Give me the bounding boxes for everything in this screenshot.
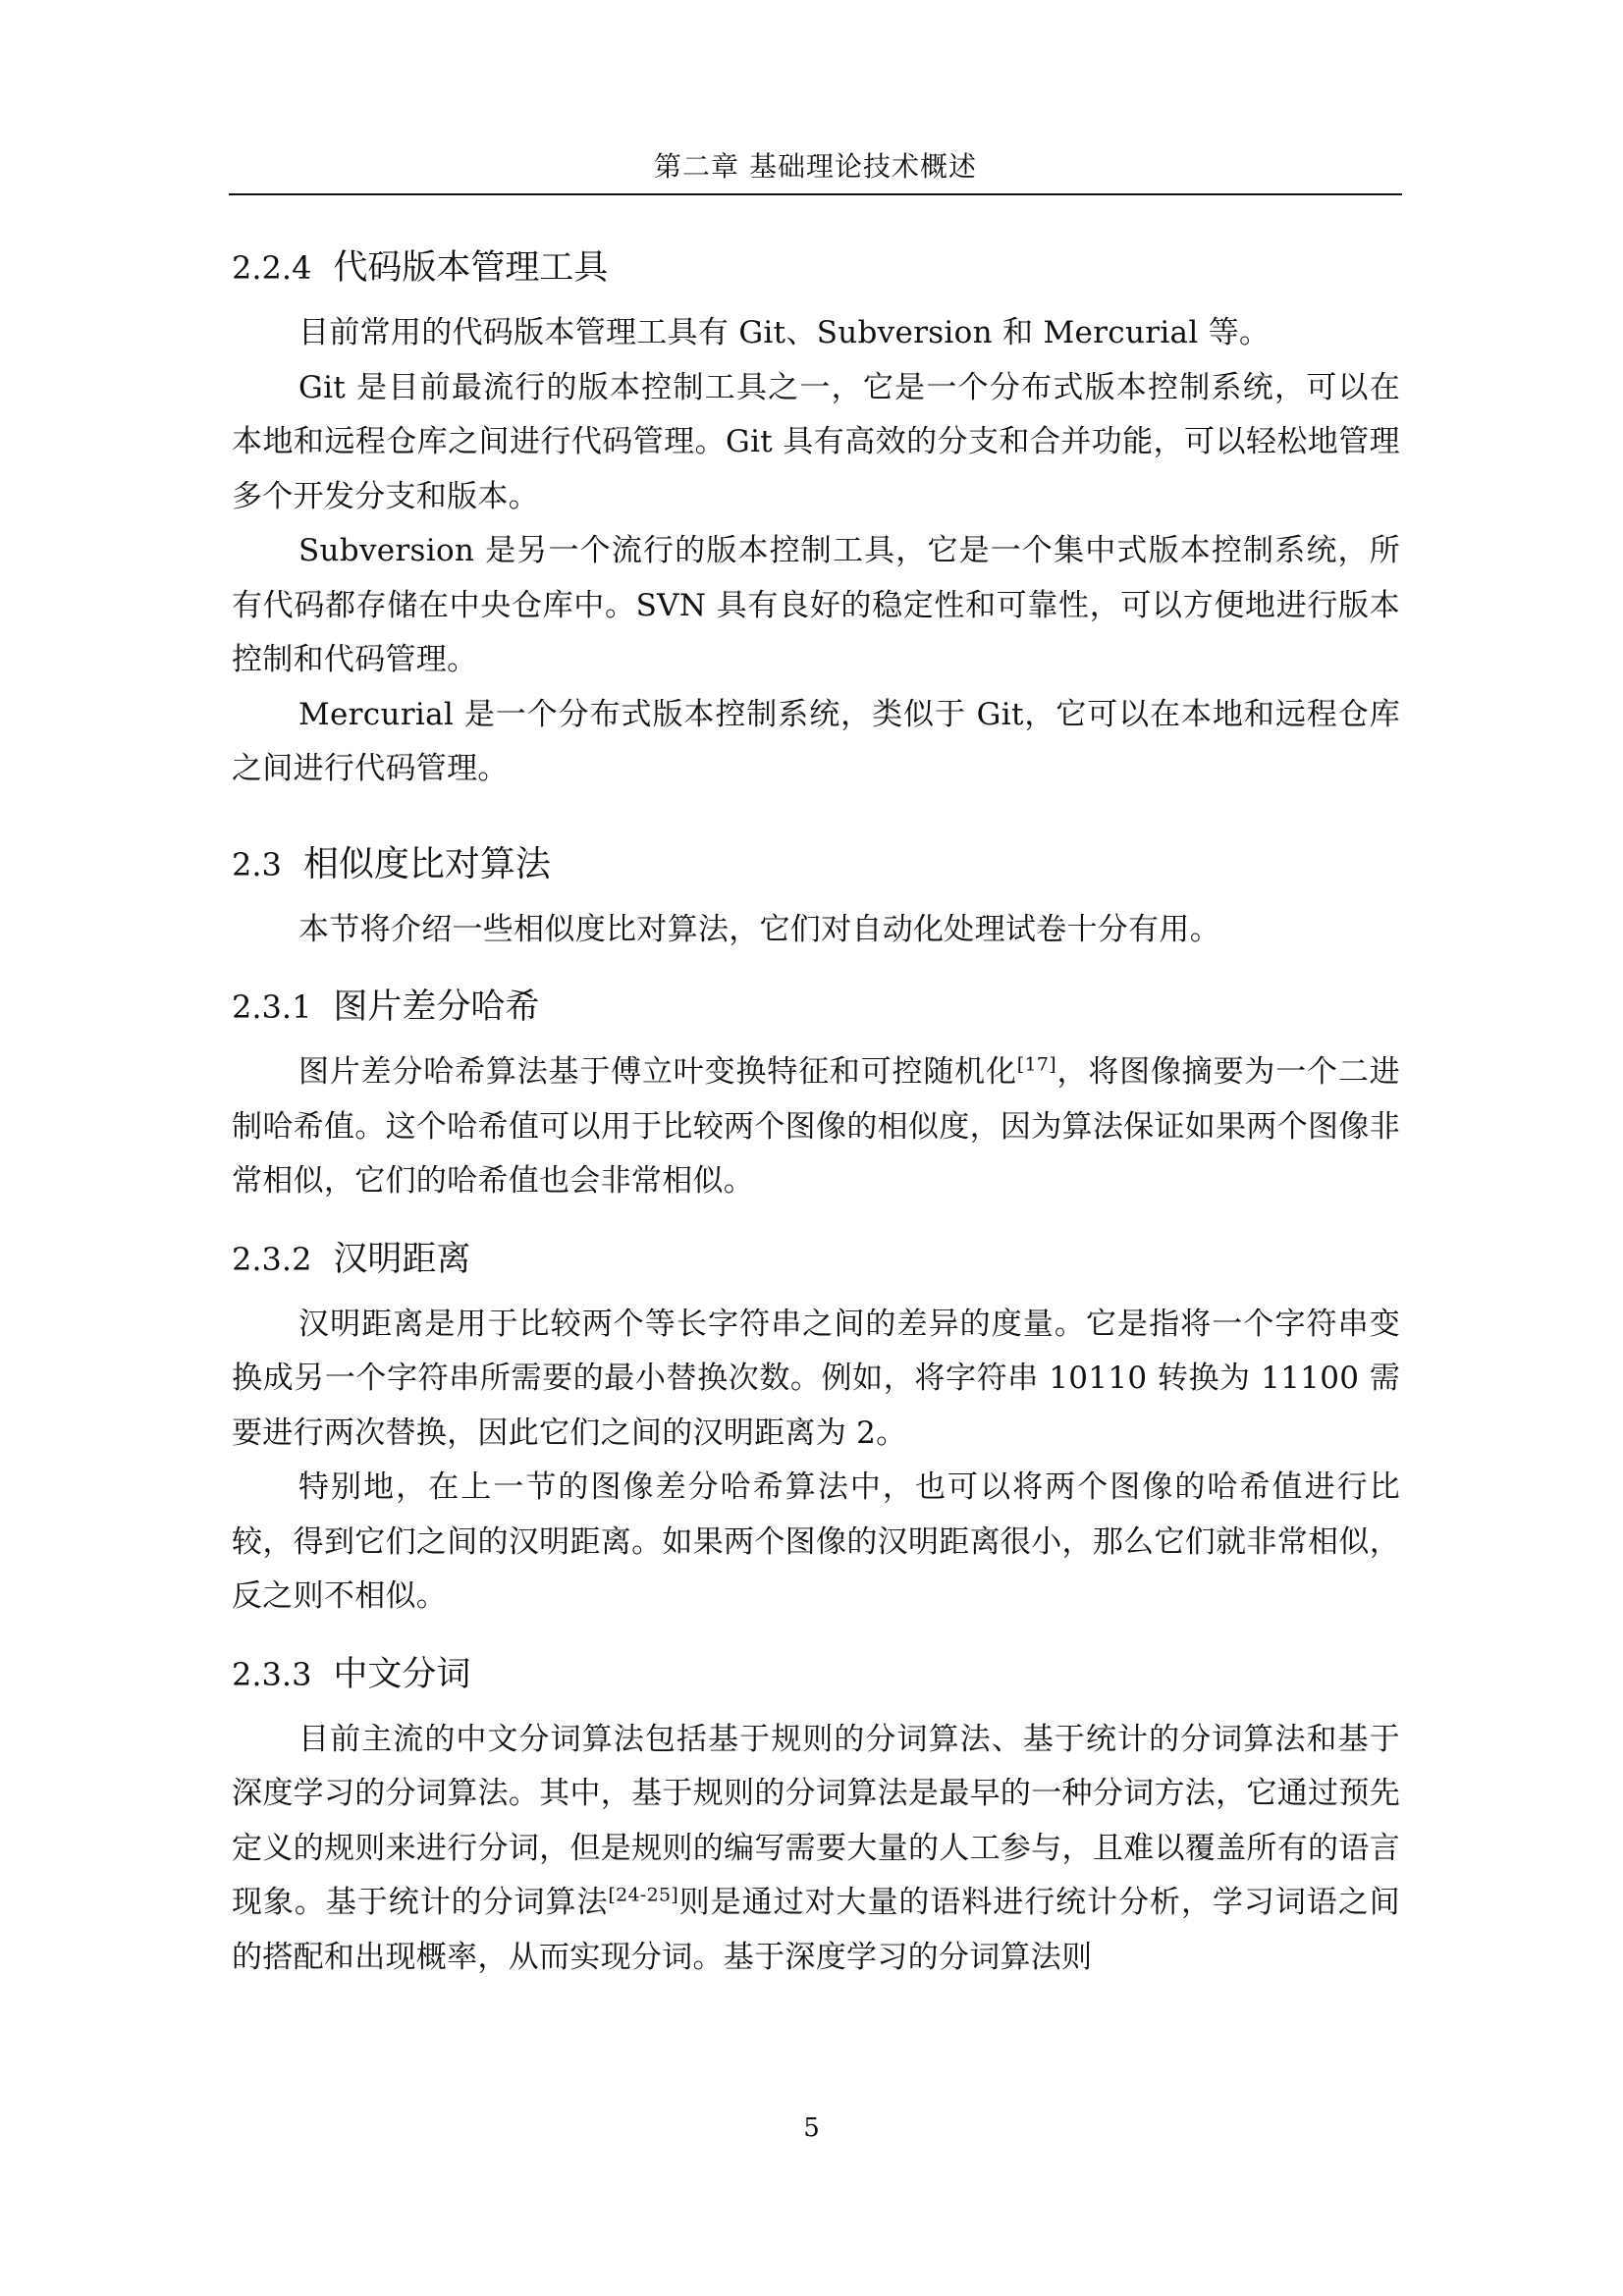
heading-number: 2.3.2 bbox=[232, 1240, 312, 1278]
text-run: 则是通过对大量的语料进行统计分析，学习词语之间的搭配和出现概率，从而实现分词。基于深度学习的分词算法则 bbox=[232, 1885, 1400, 1975]
heading-2-2-4 bbox=[232, 243, 1400, 293]
page-number: 5 bbox=[803, 2113, 820, 2143]
paragraph bbox=[232, 1045, 1400, 1209]
heading-title: 图片差分哈希 bbox=[333, 988, 540, 1027]
heading-title: 相似度比对算法 bbox=[302, 843, 551, 884]
heading-2-3-3 bbox=[232, 1650, 1400, 1699]
running-header: 第二章 基础理论技术概述 bbox=[654, 150, 977, 183]
heading-2-3-1 bbox=[232, 983, 1400, 1032]
paragraph: Git 是目前最流行的版本控制工具之一，它是一个分布式版本控制系统，可以在本地和远程仓库之间进行代码管理。Git 具有高效的分支和合并功能，可以轻松地管理多个开发分支和版本。 bbox=[232, 369, 1400, 514]
text-run: 目前主流的中文分词算法包括基于规则的分词算法、基于统计的分词算法和基于深度学习的分词算法。其中，基于规则的分词算法是最早的一种分词方法，它通过预先定义的规则来进行分词，但是规则的编写需要大量的人工参与，且难以覆盖所有的语言现象。基于统计的分词算法 bbox=[232, 1721, 1400, 1920]
heading-title: 汉明距离 bbox=[333, 1239, 471, 1279]
paragraph: Mercurial 是一个分布式版本控制系统，类似于 Git，它可以在本地和远程仓库之间进行代码管理。 bbox=[232, 696, 1400, 786]
paragraph: 本节将介绍一些相似度比对算法，它们对自动化处理试卷十分有用。 bbox=[298, 911, 1220, 947]
heading-number: 2.3.3 bbox=[232, 1655, 312, 1693]
heading-2-3-2 bbox=[232, 1235, 1400, 1284]
citation-marker: [24-25] bbox=[608, 1884, 679, 1906]
heading-number: 2.2.4 bbox=[232, 249, 312, 287]
heading-number: 2.3.1 bbox=[232, 988, 312, 1026]
heading-number: 2.3 bbox=[232, 845, 282, 883]
text-run: ，将图像摘要为一个二进制哈希值。这个哈希值可以用于比较两个图像的相似度，因为算法保证如果两个图像非常相似，它们的哈希值也会非常相似。 bbox=[232, 1054, 1400, 1199]
header-rule bbox=[229, 193, 1402, 195]
page-content bbox=[232, 234, 1400, 1985]
paragraph: Subversion 是另一个流行的版本控制工具，它是一个集中式版本控制系统，所有代码都存储在中央仓库中。SVN 具有良好的稳定性和可靠性，可以方便地进行版本控制和代码管理。 bbox=[232, 533, 1400, 677]
paragraph: 特别地，在上一节的图像差分哈希算法中，也可以将两个图像的哈希值进行比较，得到它们之间的汉明距离。如果两个图像的汉明距离很小，那么它们就非常相似，反之则不相似。 bbox=[232, 1469, 1400, 1614]
heading-title: 代码版本管理工具 bbox=[333, 248, 609, 288]
heading-title: 中文分词 bbox=[333, 1654, 471, 1694]
citation-marker: [17] bbox=[1016, 1053, 1056, 1076]
text-run: 图片差分哈希算法基于傅立叶变换特征和可控随机化 bbox=[298, 1054, 1017, 1090]
heading-2-3 bbox=[232, 840, 1400, 889]
paragraph bbox=[232, 1713, 1400, 1986]
paragraph: 汉明距离是用于比较两个等长字符串之间的差异的度量。它是指将一个字符串变换成另一个字符串所需要的最小替换次数。例如，将字符串 10110 转换为 11100 需要进行两次替换，因此它们之间的汉明距离为 2。 bbox=[232, 1306, 1400, 1451]
paragraph: 目前常用的代码版本管理工具有 Git、Subversion 和 Mercurial 等。 bbox=[298, 315, 1271, 350]
